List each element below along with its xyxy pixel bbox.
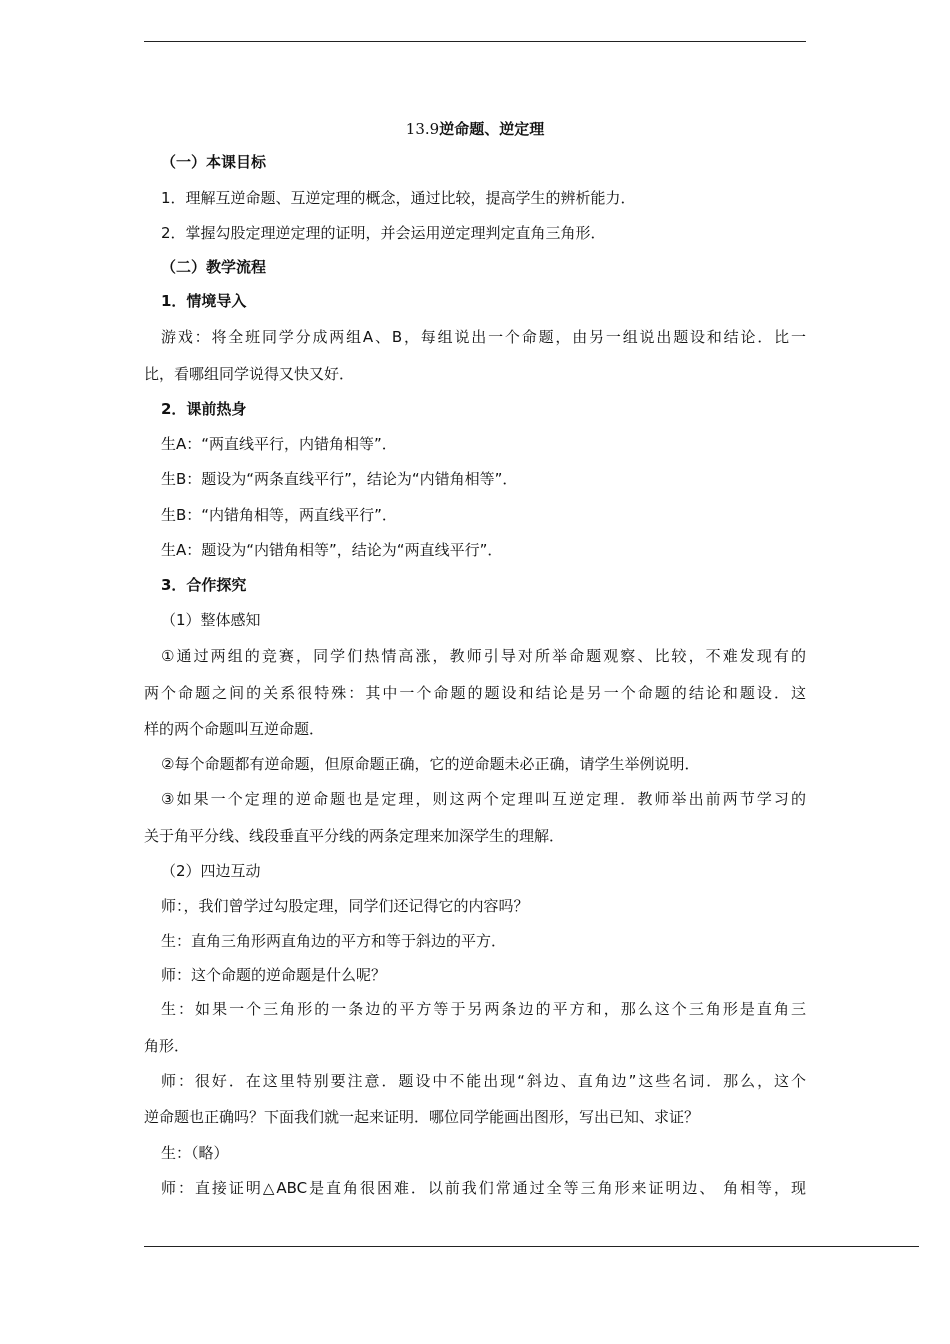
paragraph-line: ③如果一个定理的逆命题也是定理，则这两个定理叫互逆定理．教师举出前两节学习的: [161, 790, 806, 808]
dialogue-line: 生A：题设为“内错角相等”，结论为“两直线平行”．: [161, 541, 503, 559]
paragraph-line: ②每个命题都有逆命题，但原命题正确，它的逆命题未必正确，请学生举例说明．: [161, 755, 700, 773]
step-heading-intro: 1．情境导入: [161, 292, 247, 310]
dialogue-line: 生：（略）: [161, 1144, 229, 1162]
dialogue-line: 生：直角三角形两直角边的平方和等于斜边的平方．: [161, 932, 507, 950]
dialogue-line: 师：直接证明△ABC是直角很困难．以前我们常通过全等三角形来证明边、 角相等，现: [161, 1179, 806, 1197]
footer-rule: [144, 1246, 919, 1247]
subsection-heading: （1）整体感知: [161, 611, 261, 629]
page-title: [0, 118, 950, 140]
title-number: 13.9: [405, 120, 440, 138]
section-heading-process: （二）教学流程: [161, 258, 267, 276]
dialogue-line: 生B：“内错角相等，两直线平行”．: [161, 506, 397, 524]
header-rule: [144, 41, 806, 42]
title-text: 逆命题、逆定理: [439, 120, 545, 138]
section-heading-goals: （一）本课目标: [161, 153, 267, 171]
paragraph-line: 游戏：将全班同学分成两组A、B，每组说出一个命题，由另一组说出题设和结论．比一: [161, 328, 806, 346]
subsection-heading: （2）四边互动: [161, 862, 261, 880]
dialogue-line: 生B：题设为“两条直线平行”，结论为“内错角相等”．: [161, 470, 518, 488]
step-heading-warmup: 2．课前热身: [161, 400, 247, 418]
dialogue-line: 师：，我们曾学过勾股定理，同学们还记得它的内容吗？: [161, 897, 529, 915]
goal-1: 1．理解互逆命题、互逆定理的概念，通过比较，提高学生的辨析能力．: [161, 189, 636, 207]
paragraph-line: 比，看哪组同学说得又快又好．: [144, 365, 355, 383]
paragraph-line: 样的两个命题叫互逆命题．: [144, 720, 325, 738]
paragraph-line: 关于角平分线、线段垂直平分线的两条定理来加深学生的理解．: [144, 827, 565, 845]
dialogue-line: 逆命题也正确吗？下面我们就一起来证明．哪位同学能画出图形，写出已知、求证？: [144, 1108, 700, 1126]
dialogue-line: 生A：“两直线平行，内错角相等”．: [161, 435, 397, 453]
step-heading-explore: 3．合作探究: [161, 576, 247, 594]
paragraph-line: ①通过两组的竞赛，同学们热情高涨，教师引导对所举命题观察、比较，不难发现有的: [161, 647, 806, 665]
dialogue-line: 师：很好．在这里特别要注意．题设中不能出现“斜边、直角边”这些名词．那么，这个: [161, 1072, 806, 1090]
dialogue-line: 师：这个命题的逆命题是什么呢？: [161, 966, 387, 984]
dialogue-line: 生：如果一个三角形的一条边的平方等于另两条边的平方和，那么这个三角形是直角三: [161, 1000, 806, 1018]
dialogue-line: 角形．: [144, 1037, 190, 1055]
goal-2: 2．掌握勾股定理逆定理的证明，并会运用逆定理判定直角三角形．: [161, 224, 606, 242]
paragraph-line: 两个命题之间的关系很特殊：其中一个命题的题设和结论是另一个命题的结论和题设．这: [144, 684, 806, 702]
